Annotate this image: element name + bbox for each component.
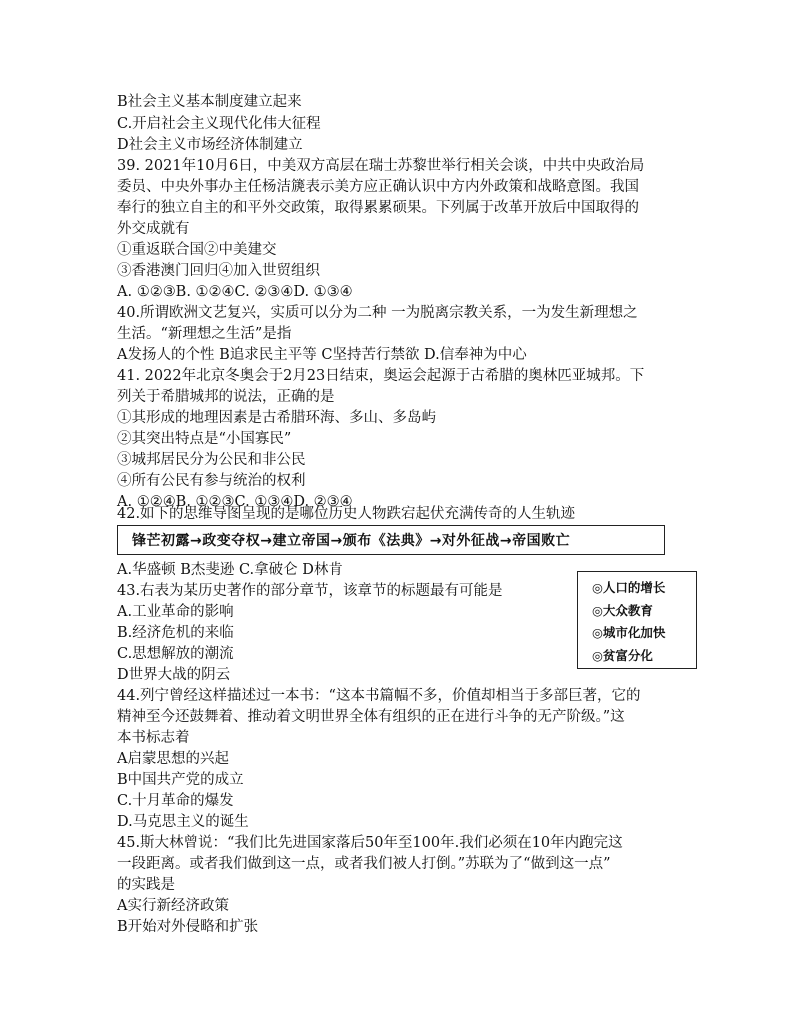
question-42-stem: 42.如下的思维导图呈现的是哪位历史人物跌宕起伏充满传奇的人生轨迹 xyxy=(117,506,576,522)
question-45-option-b: B开始对外侵略和扩张 xyxy=(117,919,259,935)
question-45-line-2: 一段距离。或者我们做到这一点，或者我们被人打倒。”苏联为了“做到这一点” xyxy=(117,856,611,872)
chapter-table xyxy=(577,571,697,669)
question-41-options: A. ①②④B. ①②③C. ①③④D. ②③④ xyxy=(117,494,353,510)
chapter-item: ◎城市化加快 xyxy=(592,625,666,640)
question-43-option-a: A.工业革命的影响 xyxy=(117,604,234,620)
question-45-option-a: A实行新经济政策 xyxy=(117,898,229,914)
question-44-option-a: A启蒙思想的兴起 xyxy=(117,751,229,767)
question-41-statement-2: ②其突出特点是“小国寡民” xyxy=(117,431,292,447)
question-41-line-2: 列关于希腊城邦的说法，正确的是 xyxy=(117,389,335,405)
question-40-options: A发扬人的个性 B追求民主平等 C坚持苦行禁欲 D.信奉神为中心 xyxy=(117,347,527,363)
question-45-line-3: 的实践是 xyxy=(117,877,175,893)
question-44-line-2: 精神至今还鼓舞着、推动着文明世界全体有组织的正在进行斗争的无产阶级。”这 xyxy=(117,709,625,725)
question-40-line-2: 生活。“新理想之生活”是指 xyxy=(117,326,292,342)
question-41-line-1: 41. 2022年北京冬奥会于2月23日结束，奥运会起源于古希腊的奥林匹亚城邦。下 xyxy=(117,368,645,384)
question-44-option-d: D.马克思主义的诞生 xyxy=(117,814,249,830)
question-43-option-c: C.思想解放的潮流 xyxy=(117,646,234,662)
question-44-option-b: B中国共产党的成立 xyxy=(117,772,244,788)
option-c-modernization: C.开启社会主义现代化伟大征程 xyxy=(117,116,321,132)
option-d-market-economy: D社会主义市场经济体制建立 xyxy=(117,137,303,153)
question-44-option-c: C.十月革命的爆发 xyxy=(117,793,234,809)
question-41-statement-1: ①其形成的地理因素是古希腊环海、多山、多岛屿 xyxy=(117,410,436,426)
chapter-item: ◎大众教育 xyxy=(592,602,653,618)
question-39-options: A. ①②③B. ①②④C. ②③④D. ①③④ xyxy=(117,284,353,300)
question-43-option-b: B.经济危机的来临 xyxy=(117,625,234,641)
question-44-line-1: 44.列宁曾经这样描述过一本书：“这本书篇幅不多，价值却相当于多部巨著，它的 xyxy=(117,688,641,704)
question-43-stem: 43.右表为某历史著作的部分章节，该章节的标题最有可能是 xyxy=(117,583,503,599)
option-b-socialist-system: B社会主义基本制度建立起来 xyxy=(117,94,302,110)
question-45-line-1: 45.斯大林曾说：“我们比先进国家落后50年至100年.我们必须在10年内跑完这 xyxy=(117,835,623,851)
question-44-line-3: 本书标志着 xyxy=(117,730,190,746)
question-43-option-d: D世界大战的阴云 xyxy=(117,667,231,683)
chapter-item: ◎人口的增长 xyxy=(592,580,666,595)
chapter-item: ◎贫富分化 xyxy=(592,647,653,663)
question-39-statements-1: ①重返联合国②中美建交 xyxy=(117,242,277,258)
question-41-statement-3: ③城邦居民分为公民和非公民 xyxy=(117,452,306,468)
question-42-options: A.华盛顿 B杰斐逊 C.拿破仑 D林肯 xyxy=(117,562,343,578)
question-39-statements-2: ③香港澳门回归④加入世贸组织 xyxy=(117,263,320,279)
question-40-line-1: 40.所谓欧洲文艺复兴，实质可以分为二种 一为脱离宗教关系，一为发生新理想之 xyxy=(117,305,638,321)
question-39-line-3: 奉行的独立自主的和平外交政策，取得累累硕果。下列属于改革开放后中国取得的 xyxy=(117,200,639,216)
mind-map-flowchart: 锋芒初露→政变夺权→建立帝国→颁布《法典》→对外征战→帝国败亡 xyxy=(117,525,665,555)
question-41-statement-4: ④所有公民有参与统治的权利 xyxy=(117,473,306,489)
question-39-line-1: 39. 2021年10月6日，中美双方高层在瑞士苏黎世举行相关会谈，中共中央政治局 xyxy=(117,158,645,174)
question-39-line-2: 委员、中央外事办主任杨洁篪表示美方应正确认识中方内外政策和战略意图。我国 xyxy=(117,179,639,195)
question-39-line-4: 外交成就有 xyxy=(117,221,190,237)
